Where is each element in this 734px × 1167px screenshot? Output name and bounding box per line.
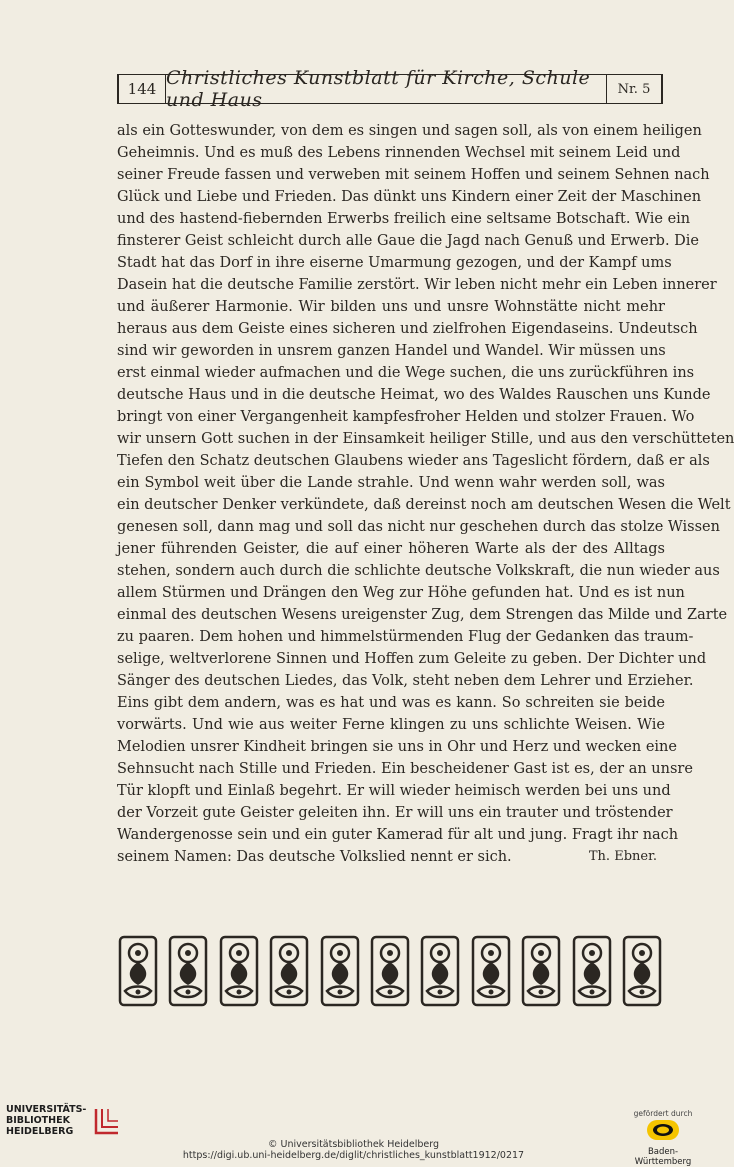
text-line: deutsche Haus und in die deutsche Heimat, wo des Waldes Rauschen uns Kunde: [117, 387, 711, 403]
funder-badge: [627, 1109, 699, 1167]
baden-wuerttemberg-logo-icon: [644, 1118, 682, 1142]
issue-number: Nr. 5: [606, 75, 661, 103]
text-line: wir unsern Gott suchen in der Einsamkeit heiliger Stille, und aus den verschütteten: [117, 431, 734, 447]
text-line: sind wir geworden in unsrem ganzen Handel und Wandel. Wir müssen uns: [117, 343, 666, 359]
floral-ornament-icon: [419, 935, 461, 1007]
floral-ornament-icon: [319, 935, 361, 1007]
text-line: Eins gibt dem andern, was es hat und was es kann. So schreiten sie beide: [117, 695, 665, 711]
floral-ornament-icon: [470, 935, 512, 1007]
floral-ornament-icon: [167, 935, 209, 1007]
text-line: jener führenden Geister, die auf einer höheren Warte als der des Alltags: [117, 541, 665, 557]
text-line: Dasein hat die deutsche Familie zerstört. Wir leben nicht mehr ein Leben innerer: [117, 277, 717, 293]
floral-ornament-icon: [218, 935, 260, 1007]
floral-ornament-icon: [571, 935, 613, 1007]
text-line: Tür klopft und Einlaß begehrt. Er will wieder heimisch werden bei uns und: [117, 783, 671, 799]
text-line: einmal des deutschen Wesens ureigenster Zug, dem Strengen das Milde und Zarte: [117, 607, 728, 623]
text-line: ein Symbol weit über die Lande strahle. Und wenn wahr werden soll, was: [117, 475, 665, 491]
text-line: Sehnsucht nach Stille und Frieden. Ein bescheidener Gast ist es, der an unsre: [117, 761, 693, 777]
decorative-ornament-band: [117, 935, 663, 1007]
text-line: Melodien unsrer Kindheit bringen sie uns in Ohr und Herz und wecken eine: [117, 739, 677, 755]
floral-ornament-icon: [117, 935, 159, 1007]
library-emblem-icon: [92, 1105, 122, 1137]
text-line: bringt von einer Vergangenheit kampfesfroher Helden und stolzer Frauen. Wo: [117, 409, 695, 425]
floral-ornament-icon: [268, 935, 310, 1007]
text-line: Wandergenosse sein und ein guter Kamerad für alt und jung. Fragt ihr nach: [117, 827, 679, 843]
text-line: als ein Gotteswunder, von dem es singen und sagen soll, als von einem heiligen: [117, 123, 702, 139]
page-header: [117, 67, 663, 111]
text-line: allem Stürmen und Drängen den Weg zur Höhe gefunden hat. Und es ist nun: [117, 585, 685, 601]
text-line: erst einmal wieder aufmachen und die Wege suchen, die uns zurückführen ins: [117, 365, 695, 381]
text-line: Tiefen den Schatz deutschen Glaubens wieder ans Tageslicht fördern, daß er als: [117, 453, 710, 469]
author-signature: Th. Ebner.: [588, 849, 657, 864]
text-line: der Vorzeit gute Geister geleiten ihn. Er will uns ein trauter und tröstender: [117, 805, 673, 821]
library-name-line2: BIBLIOTHEK: [6, 1115, 70, 1126]
floral-ornament-icon: [520, 935, 562, 1007]
text-line: seiner Freude fassen und verweben mit seinem Hoffen und seinem Sehnen nach: [117, 167, 710, 183]
text-line: finsterer Geist schleicht durch alle Gaue die Jagd nach Genuß und Erwerb. Die: [117, 233, 700, 249]
text-line: genesen soll, dann mag und soll das nicht nur geschehen durch das stolze Wissen: [117, 519, 720, 535]
funded-by-label: gefördert durch: [633, 1109, 693, 1118]
text-line: Glück und Liebe und Frieden. Das dünkt uns Kindern einer Zeit der Maschinen: [117, 189, 702, 205]
text-line: selige, weltverlorene Sinnen und Hoffen zum Geleite zu geben. Der Dichter und: [117, 651, 707, 667]
closing-sentence: seinem Namen: Das deutsche Volkslied nennt er sich.: [117, 849, 512, 865]
text-line: Geheimnis. Und es muß des Lebens rinnenden Wechsel mit seinem Leid und: [117, 145, 681, 161]
text-line-last: [117, 846, 665, 868]
page-number: 144: [119, 75, 166, 103]
text-line: stehen, sondern auch durch die schlichte deutsche Volkskraft, die nun wieder aus: [117, 563, 720, 579]
library-logo[interactable]: [6, 1104, 122, 1137]
article-body: [117, 120, 734, 868]
journal-title: Christliches Kunstblatt für Kirche, Schule und Haus: [166, 67, 591, 111]
text-line: Sänger des deutschen Liedes, das Volk, steht neben dem Lehrer und Erzieher.: [117, 673, 694, 689]
text-line: vorwärts. Und wie aus weiter Ferne klingen zu uns schlichte Weisen. Wie: [117, 717, 665, 733]
text-line: zu paaren. Dem hohen und himmelstürmenden Flug der Gedanken das traum-: [117, 629, 694, 645]
copyright-notice: © Universitätsbibliothek Heidelberg: [267, 1139, 439, 1150]
text-line: und des hastend-fiebernden Erwerbs freilich eine seltsame Botschaft. Wie ein: [117, 211, 691, 227]
floral-ornament-icon: [621, 935, 663, 1007]
library-name-line1: UNIVERSITÄTS-: [6, 1104, 87, 1115]
funder-name: Baden-Württemberg: [634, 1147, 692, 1167]
floral-ornament-icon: [369, 935, 411, 1007]
text-line: und äußerer Harmonie. Wir bilden uns und unsre Wohnstätte nicht mehr: [117, 299, 665, 315]
text-line: heraus aus dem Geiste eines sicheren und zielfrohen Eigendaseins. Undeutsch: [117, 321, 698, 337]
text-line: Stadt hat das Dorf in ihre eiserne Umarmung gezogen, und der Kampf ums: [117, 255, 672, 271]
text-line: ein deutscher Denker verkündete, daß dereinst noch am deutschen Wesen die Welt: [117, 497, 731, 513]
source-url-link[interactable]: https://digi.ub.uni-heidelberg.de/diglit/christliches_kunstblatt1912/0217: [182, 1150, 525, 1161]
library-name-line3: HEIDELBERG: [6, 1126, 74, 1137]
